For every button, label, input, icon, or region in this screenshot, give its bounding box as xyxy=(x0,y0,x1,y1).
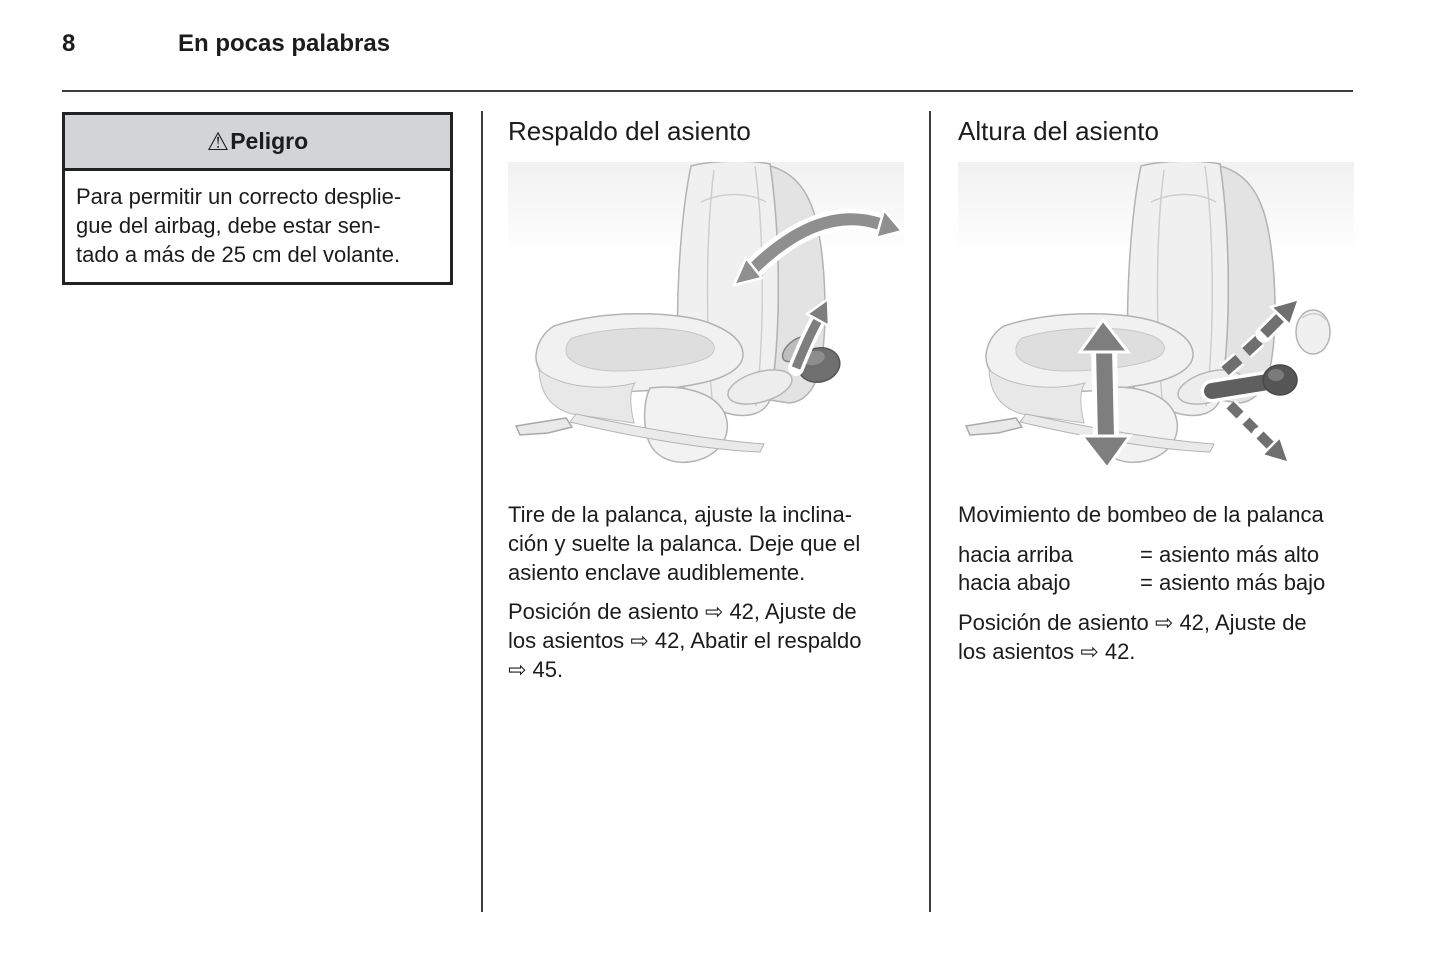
height-intro: Movimiento de bombeo de la palanca xyxy=(958,502,1324,527)
backrest-references xyxy=(508,597,908,684)
column-divider xyxy=(929,111,931,912)
instruction-line: asiento enclave audiblemente. xyxy=(508,560,806,585)
table-row xyxy=(958,541,1356,569)
page-number: 8 xyxy=(62,30,76,57)
reference-line: Posición de asiento ⇨ 42, Ajuste de xyxy=(958,610,1307,635)
backrest-heading: Respaldo del asiento xyxy=(508,116,751,146)
warning-title: Peligro xyxy=(230,128,309,154)
reference-line: Posición de asiento ⇨ 42, Ajuste de xyxy=(508,599,857,624)
lever-pump-down-arrow-icon xyxy=(1230,405,1289,463)
warning-header xyxy=(65,115,450,171)
backrest-instructions xyxy=(508,500,908,587)
column-divider xyxy=(481,111,483,912)
height-references xyxy=(958,608,1356,666)
reference-line: ⇨ 45. xyxy=(508,657,564,682)
direction-term: hacia arriba xyxy=(958,542,1073,567)
header-rule xyxy=(62,90,1353,92)
section-height xyxy=(958,112,1356,666)
page-title: En pocas palabras xyxy=(178,30,391,57)
warning-text-line: Para permitir un correcto desplie- xyxy=(76,184,402,209)
recline-handwheel xyxy=(1296,310,1330,354)
height-heading: Altura del asiento xyxy=(958,116,1159,146)
seat-recline-illustration xyxy=(508,162,904,475)
direction-term: hacia abajo xyxy=(958,570,1071,595)
instruction-line: Tire de la palanca, ajuste la inclina- xyxy=(508,502,853,527)
direction-definition: = asiento más bajo xyxy=(1140,570,1326,595)
lever-direction-table xyxy=(958,541,1356,597)
instruction-line: ción y suelte la palanca. Deje que el xyxy=(508,531,861,556)
table-row xyxy=(958,569,1356,597)
warning-triangle-icon: ⚠ xyxy=(206,127,230,156)
direction-definition: = asiento más alto xyxy=(1140,542,1320,567)
warning-body xyxy=(65,171,450,282)
reference-line: los asientos ⇨ 42, Abatir el respaldo xyxy=(508,628,862,653)
warning-text-line: gue del airbag, debe estar sen- xyxy=(76,213,381,238)
seat-height-illustration xyxy=(958,162,1354,475)
warning-text-line: tado a más de 25 cm del volante. xyxy=(76,242,401,267)
warning-box xyxy=(62,112,453,285)
section-backrest xyxy=(508,112,908,684)
reference-line: los asientos ⇨ 42. xyxy=(958,639,1136,664)
